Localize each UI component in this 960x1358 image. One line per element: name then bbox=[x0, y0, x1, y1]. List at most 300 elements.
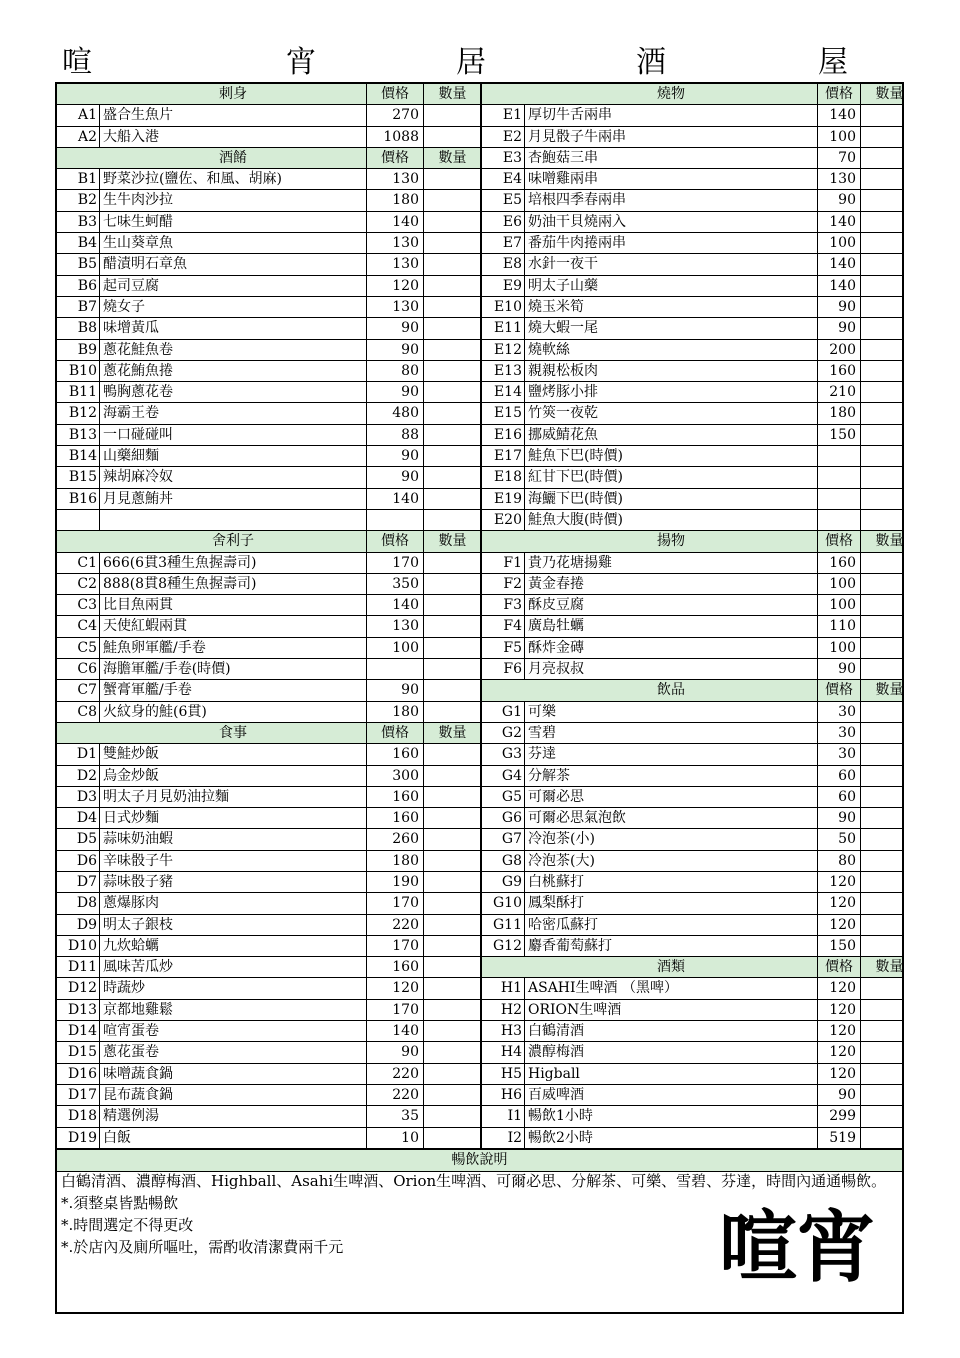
item-qty[interactable] bbox=[861, 467, 918, 487]
item-code: D1 bbox=[57, 744, 100, 764]
item-qty[interactable] bbox=[424, 276, 481, 296]
item-qty[interactable] bbox=[424, 318, 481, 338]
menu-item-row bbox=[482, 446, 902, 467]
item-qty[interactable] bbox=[424, 680, 481, 700]
item-qty[interactable] bbox=[861, 510, 918, 530]
title-char: 宵 bbox=[286, 45, 316, 80]
item-code: D9 bbox=[57, 915, 100, 935]
item-price: 90 bbox=[818, 297, 861, 317]
menu-item-row bbox=[57, 212, 481, 233]
logo-text: 喧宵 bbox=[718, 1202, 876, 1293]
item-price: 100 bbox=[818, 574, 861, 594]
item-price: 90 bbox=[367, 318, 424, 338]
item-qty[interactable] bbox=[861, 595, 918, 615]
menu-item-row bbox=[57, 616, 481, 637]
item-name: 可樂 bbox=[525, 702, 818, 722]
item-price: 100 bbox=[367, 638, 424, 658]
item-qty[interactable] bbox=[424, 254, 481, 274]
item-code: G1 bbox=[482, 702, 525, 722]
menu-item-row bbox=[57, 233, 481, 254]
item-qty[interactable] bbox=[424, 915, 481, 935]
item-code: C7 bbox=[57, 680, 100, 700]
item-qty[interactable] bbox=[861, 276, 918, 296]
menu-item-row bbox=[57, 169, 481, 190]
item-name: 紅甘下巴(時價) bbox=[525, 467, 818, 487]
item-qty[interactable] bbox=[424, 893, 481, 913]
item-qty[interactable] bbox=[424, 702, 481, 722]
item-code: H6 bbox=[482, 1085, 525, 1105]
item-name: 蔥花鮭魚卷 bbox=[100, 340, 367, 360]
menu-item-row bbox=[57, 1042, 481, 1063]
item-name: 明太子月見奶油拉麵 bbox=[100, 787, 367, 807]
item-qty[interactable] bbox=[861, 808, 918, 828]
item-name: 風味苦瓜炒 bbox=[100, 957, 367, 977]
item-qty[interactable] bbox=[861, 148, 918, 168]
item-price bbox=[367, 659, 424, 679]
item-price: 130 bbox=[367, 233, 424, 253]
section-title: 飲品 bbox=[525, 680, 818, 700]
price-header: 價格 bbox=[818, 84, 861, 104]
menu-item-row bbox=[482, 403, 902, 424]
item-qty[interactable] bbox=[424, 467, 481, 487]
section-header bbox=[482, 84, 902, 105]
item-qty[interactable] bbox=[424, 1021, 481, 1041]
item-code: E19 bbox=[482, 489, 525, 509]
menu-item-row bbox=[57, 403, 481, 424]
item-name: 精選例湯 bbox=[100, 1106, 367, 1126]
item-name: 京都地雞鬆 bbox=[100, 1000, 367, 1020]
item-qty[interactable] bbox=[861, 638, 918, 658]
menu-item-row bbox=[57, 766, 481, 787]
section-title: 酒類 bbox=[525, 957, 818, 977]
item-code: G3 bbox=[482, 744, 525, 764]
item-code: D13 bbox=[57, 1000, 100, 1020]
price-header: 價格 bbox=[818, 680, 861, 700]
item-qty[interactable] bbox=[424, 957, 481, 977]
item-price: 30 bbox=[818, 744, 861, 764]
item-qty[interactable] bbox=[424, 574, 481, 594]
item-price: 170 bbox=[367, 893, 424, 913]
item-name: 挪威鯖花魚 bbox=[525, 425, 818, 445]
item-qty[interactable] bbox=[424, 1064, 481, 1084]
item-qty[interactable] bbox=[424, 1000, 481, 1020]
item-price: 90 bbox=[818, 190, 861, 210]
item-qty[interactable] bbox=[861, 233, 918, 253]
item-price: 480 bbox=[367, 403, 424, 423]
item-price: 120 bbox=[818, 915, 861, 935]
item-name: 蒜味骰子豬 bbox=[100, 872, 367, 892]
item-qty[interactable] bbox=[861, 915, 918, 935]
item-qty[interactable] bbox=[861, 766, 918, 786]
item-price bbox=[367, 510, 424, 530]
item-code: B12 bbox=[57, 403, 100, 423]
item-qty[interactable] bbox=[424, 1106, 481, 1126]
item-name: ASAHI生啤酒 （黑啤） bbox=[525, 978, 818, 998]
item-price: 110 bbox=[818, 616, 861, 636]
item-qty[interactable] bbox=[861, 702, 918, 722]
item-price: 300 bbox=[367, 766, 424, 786]
menu-item-row bbox=[482, 553, 902, 574]
item-name: 昆布蔬食鍋 bbox=[100, 1085, 367, 1105]
item-price: 100 bbox=[818, 127, 861, 147]
item-code: D3 bbox=[57, 787, 100, 807]
item-code: B10 bbox=[57, 361, 100, 381]
item-qty[interactable] bbox=[861, 744, 918, 764]
item-price: 200 bbox=[818, 340, 861, 360]
price-header: 價格 bbox=[818, 531, 861, 551]
item-qty[interactable] bbox=[861, 212, 918, 232]
item-name: 雙鮭炒飯 bbox=[100, 744, 367, 764]
item-qty[interactable] bbox=[424, 233, 481, 253]
item-price: 120 bbox=[818, 978, 861, 998]
item-qty[interactable] bbox=[424, 851, 481, 871]
menu-item-row bbox=[57, 1000, 481, 1021]
menu-item-row bbox=[482, 1064, 902, 1085]
item-code: C1 bbox=[57, 553, 100, 573]
menu-item-row bbox=[482, 574, 902, 595]
item-code bbox=[57, 510, 100, 530]
item-code: F1 bbox=[482, 553, 525, 573]
section-header-spacer bbox=[57, 84, 100, 104]
item-qty[interactable] bbox=[424, 297, 481, 317]
item-code: E1 bbox=[482, 105, 525, 125]
item-qty[interactable] bbox=[424, 829, 481, 849]
item-qty[interactable] bbox=[861, 1042, 918, 1062]
item-qty[interactable] bbox=[424, 446, 481, 466]
section-title: 刺身 bbox=[100, 84, 367, 104]
section-header-spacer bbox=[57, 148, 100, 168]
item-price: 160 bbox=[818, 553, 861, 573]
item-qty[interactable] bbox=[424, 190, 481, 210]
item-qty[interactable] bbox=[861, 318, 918, 338]
item-name: 蟹膏軍艦/手卷 bbox=[100, 680, 367, 700]
item-qty[interactable] bbox=[861, 425, 918, 445]
item-qty[interactable] bbox=[861, 169, 918, 189]
item-price: 100 bbox=[818, 638, 861, 658]
item-price: 100 bbox=[818, 233, 861, 253]
item-code: E3 bbox=[482, 148, 525, 168]
menu-item-row bbox=[57, 680, 481, 701]
menu-item-row bbox=[482, 297, 902, 318]
item-name: 冷泡茶(大) bbox=[525, 851, 818, 871]
item-qty[interactable] bbox=[424, 553, 481, 573]
item-name: 黃金春捲 bbox=[525, 574, 818, 594]
menu-item-row bbox=[57, 489, 481, 510]
item-price: 120 bbox=[818, 1000, 861, 1020]
menu-item-row bbox=[482, 276, 902, 297]
item-qty[interactable] bbox=[424, 340, 481, 360]
item-code: B4 bbox=[57, 233, 100, 253]
item-price: 220 bbox=[367, 1085, 424, 1105]
item-code: G6 bbox=[482, 808, 525, 828]
item-qty[interactable] bbox=[861, 936, 918, 956]
item-qty[interactable] bbox=[861, 616, 918, 636]
item-code: F3 bbox=[482, 595, 525, 615]
title-char: 屋 bbox=[818, 45, 848, 80]
item-qty[interactable] bbox=[861, 382, 918, 402]
menu-item-row bbox=[57, 1106, 481, 1127]
item-name: 燒軟絲 bbox=[525, 340, 818, 360]
item-qty[interactable] bbox=[861, 1128, 918, 1148]
item-code: F2 bbox=[482, 574, 525, 594]
notes-line: *.於店內及廁所嘔吐，需酌收清潔費兩千元 bbox=[61, 1238, 344, 1256]
menu-item-row bbox=[57, 574, 481, 595]
item-name: 666(6貫3種生魚握壽司) bbox=[100, 553, 367, 573]
item-name: 哈密瓜蘇打 bbox=[525, 915, 818, 935]
menu-item-row bbox=[482, 489, 902, 510]
item-price: 90 bbox=[367, 382, 424, 402]
qty-header: 數量 bbox=[875, 959, 904, 976]
item-code: D4 bbox=[57, 808, 100, 828]
item-code: D19 bbox=[57, 1128, 100, 1148]
item-qty[interactable] bbox=[424, 808, 481, 828]
menu-item-row bbox=[482, 510, 902, 531]
item-qty[interactable] bbox=[861, 872, 918, 892]
item-name: 天使紅蝦兩貫 bbox=[100, 616, 367, 636]
menu-item-row bbox=[57, 978, 481, 999]
item-price: 90 bbox=[367, 680, 424, 700]
item-price: 160 bbox=[367, 744, 424, 764]
menu-item-row bbox=[57, 318, 481, 339]
qty-header: 數量 bbox=[875, 682, 904, 699]
item-price: 120 bbox=[818, 1021, 861, 1041]
item-qty[interactable] bbox=[424, 766, 481, 786]
item-qty[interactable] bbox=[861, 659, 918, 679]
menu-item-row bbox=[482, 361, 902, 382]
item-qty[interactable] bbox=[861, 1106, 918, 1126]
item-code: D16 bbox=[57, 1064, 100, 1084]
item-name: 烏金炒飯 bbox=[100, 766, 367, 786]
menu-item-row bbox=[482, 425, 902, 446]
item-price: 90 bbox=[818, 808, 861, 828]
item-name: Higball bbox=[525, 1064, 818, 1084]
item-price: 90 bbox=[367, 340, 424, 360]
item-price: 10 bbox=[367, 1128, 424, 1148]
item-code: E20 bbox=[482, 510, 525, 530]
item-name: 竹筴一夜乾 bbox=[525, 403, 818, 423]
item-name: 白桃蘇打 bbox=[525, 872, 818, 892]
item-price: 220 bbox=[367, 915, 424, 935]
section-header bbox=[57, 723, 481, 744]
menu-item-row bbox=[482, 1128, 902, 1149]
item-name: ORION生啤酒 bbox=[525, 1000, 818, 1020]
item-price: 70 bbox=[818, 148, 861, 168]
item-name: 麝香葡萄蘇打 bbox=[525, 936, 818, 956]
menu-item-row bbox=[482, 659, 902, 680]
item-qty[interactable] bbox=[424, 787, 481, 807]
item-qty[interactable] bbox=[424, 936, 481, 956]
item-price bbox=[818, 489, 861, 509]
section-header bbox=[57, 148, 481, 169]
item-qty[interactable] bbox=[424, 616, 481, 636]
item-code: D11 bbox=[57, 957, 100, 977]
notes-header: 暢飲說明 bbox=[57, 1148, 902, 1172]
item-qty[interactable] bbox=[861, 829, 918, 849]
item-qty[interactable] bbox=[424, 1128, 481, 1148]
item-qty[interactable] bbox=[424, 1042, 481, 1062]
menu-item-row bbox=[482, 169, 902, 190]
item-qty[interactable] bbox=[424, 127, 481, 147]
item-qty[interactable] bbox=[424, 489, 481, 509]
item-name: 酥皮豆腐 bbox=[525, 595, 818, 615]
item-qty[interactable] bbox=[424, 105, 481, 125]
item-code: E6 bbox=[482, 212, 525, 232]
item-name: 海膽軍艦/手卷(時價) bbox=[100, 659, 367, 679]
item-price: 190 bbox=[367, 872, 424, 892]
title-char: 喧 bbox=[62, 45, 92, 80]
item-code: D15 bbox=[57, 1042, 100, 1062]
menu-item-row bbox=[482, 233, 902, 254]
item-qty[interactable] bbox=[424, 595, 481, 615]
item-code: B1 bbox=[57, 169, 100, 189]
item-price: 90 bbox=[818, 318, 861, 338]
item-code: D7 bbox=[57, 872, 100, 892]
section-header bbox=[482, 531, 902, 552]
item-name: 九炊蛤蠣 bbox=[100, 936, 367, 956]
item-qty[interactable] bbox=[861, 893, 918, 913]
item-qty[interactable] bbox=[424, 361, 481, 381]
item-code: A1 bbox=[57, 105, 100, 125]
item-qty[interactable] bbox=[861, 446, 918, 466]
item-name: 厚切牛舌兩串 bbox=[525, 105, 818, 125]
item-price: 350 bbox=[367, 574, 424, 594]
item-price: 519 bbox=[818, 1128, 861, 1148]
item-code: D5 bbox=[57, 829, 100, 849]
item-qty[interactable] bbox=[861, 553, 918, 573]
item-price: 260 bbox=[367, 829, 424, 849]
item-code: E9 bbox=[482, 276, 525, 296]
menu-item-row bbox=[57, 254, 481, 275]
item-price: 120 bbox=[818, 872, 861, 892]
item-name: 時蔬炒 bbox=[100, 978, 367, 998]
menu-item-row bbox=[57, 361, 481, 382]
item-price: 90 bbox=[367, 467, 424, 487]
item-price: 90 bbox=[818, 1085, 861, 1105]
item-code: G11 bbox=[482, 915, 525, 935]
item-qty[interactable] bbox=[861, 190, 918, 210]
item-code: B2 bbox=[57, 190, 100, 210]
item-qty[interactable] bbox=[861, 254, 918, 274]
item-price: 80 bbox=[367, 361, 424, 381]
menu-item-row bbox=[482, 105, 902, 126]
item-qty[interactable] bbox=[424, 638, 481, 658]
item-name: 辛味骰子牛 bbox=[100, 851, 367, 871]
item-qty[interactable] bbox=[861, 1021, 918, 1041]
menu-item-row bbox=[57, 595, 481, 616]
item-qty[interactable] bbox=[424, 403, 481, 423]
item-name: 味噌雞兩串 bbox=[525, 169, 818, 189]
item-qty[interactable] bbox=[861, 787, 918, 807]
item-name: 分解茶 bbox=[525, 766, 818, 786]
item-qty[interactable] bbox=[861, 340, 918, 360]
right-column bbox=[482, 84, 902, 1149]
item-price: 270 bbox=[367, 105, 424, 125]
item-qty[interactable] bbox=[424, 744, 481, 764]
item-name: 888(8貫8種生魚握壽司) bbox=[100, 574, 367, 594]
item-code: E15 bbox=[482, 403, 525, 423]
item-qty[interactable] bbox=[424, 1085, 481, 1105]
item-code: F4 bbox=[482, 616, 525, 636]
item-code: I1 bbox=[482, 1106, 525, 1126]
item-name: 鳳梨酥打 bbox=[525, 893, 818, 913]
item-qty[interactable] bbox=[861, 489, 918, 509]
item-qty[interactable] bbox=[861, 1000, 918, 1020]
item-qty[interactable] bbox=[861, 978, 918, 998]
item-code: C4 bbox=[57, 616, 100, 636]
item-price: 130 bbox=[367, 169, 424, 189]
item-price: 130 bbox=[367, 616, 424, 636]
item-qty[interactable] bbox=[424, 978, 481, 998]
menu-item-row bbox=[482, 254, 902, 275]
item-name: 鮭魚下巴(時價) bbox=[525, 446, 818, 466]
item-name: 雪碧 bbox=[525, 723, 818, 743]
notes-line: *.須整桌皆點暢飲 bbox=[61, 1194, 179, 1212]
item-qty[interactable] bbox=[424, 382, 481, 402]
menu-item-row bbox=[57, 1021, 481, 1042]
item-qty[interactable] bbox=[861, 403, 918, 423]
item-qty[interactable] bbox=[861, 1064, 918, 1084]
title-char: 居 bbox=[456, 45, 486, 80]
section-header-spacer bbox=[482, 957, 525, 977]
item-qty[interactable] bbox=[424, 212, 481, 232]
item-qty[interactable] bbox=[861, 297, 918, 317]
item-code: I2 bbox=[482, 1128, 525, 1148]
item-code: D8 bbox=[57, 893, 100, 913]
item-name: 生牛肉沙拉 bbox=[100, 190, 367, 210]
menu-item-row bbox=[482, 638, 902, 659]
item-name: 白鶴清酒 bbox=[525, 1021, 818, 1041]
item-name: 大船入港 bbox=[100, 127, 367, 147]
item-price: 140 bbox=[367, 212, 424, 232]
item-code: B6 bbox=[57, 276, 100, 296]
item-qty[interactable] bbox=[861, 851, 918, 871]
item-code: E7 bbox=[482, 233, 525, 253]
item-qty[interactable] bbox=[861, 1085, 918, 1105]
item-code: H2 bbox=[482, 1000, 525, 1020]
item-code: E18 bbox=[482, 467, 525, 487]
item-name: 廣島牡蠣 bbox=[525, 616, 818, 636]
menu-item-row bbox=[482, 808, 902, 829]
menu-item-row bbox=[482, 382, 902, 403]
item-name: 蔥花鮪魚捲 bbox=[100, 361, 367, 381]
item-name: 百威啤酒 bbox=[525, 1085, 818, 1105]
price-header: 價格 bbox=[367, 148, 424, 168]
menu-item-row bbox=[482, 766, 902, 787]
menu-item-row bbox=[57, 190, 481, 211]
item-price bbox=[818, 446, 861, 466]
item-price: 100 bbox=[818, 595, 861, 615]
item-qty[interactable] bbox=[424, 872, 481, 892]
item-name: 海霸王卷 bbox=[100, 403, 367, 423]
item-qty[interactable] bbox=[424, 169, 481, 189]
qty-header: 數量 bbox=[875, 533, 904, 550]
item-qty[interactable] bbox=[424, 659, 481, 679]
item-qty[interactable] bbox=[861, 574, 918, 594]
menu-item-row bbox=[482, 340, 902, 361]
item-name: 酥炸金磚 bbox=[525, 638, 818, 658]
item-code: G2 bbox=[482, 723, 525, 743]
item-qty[interactable] bbox=[861, 127, 918, 147]
item-qty[interactable] bbox=[424, 425, 481, 445]
item-qty[interactable] bbox=[424, 510, 481, 530]
menu-item-row bbox=[482, 467, 902, 488]
item-qty[interactable] bbox=[861, 723, 918, 743]
item-price: 120 bbox=[818, 893, 861, 913]
item-qty[interactable] bbox=[861, 361, 918, 381]
menu-item-row bbox=[482, 915, 902, 936]
menu-item-row bbox=[57, 425, 481, 446]
item-qty[interactable] bbox=[861, 105, 918, 125]
